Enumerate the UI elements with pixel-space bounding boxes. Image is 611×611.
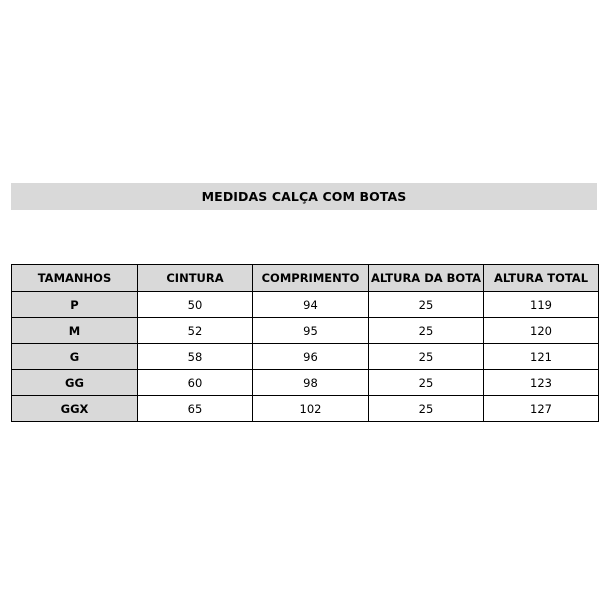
column-header-altura-da-bota: ALTURA DA BOTA	[369, 265, 484, 292]
header-row	[12, 265, 599, 292]
column-header-comprimento: COMPRIMENTO	[253, 265, 369, 292]
cintura-cell: 65	[138, 396, 253, 422]
column-header-altura-total: ALTURA TOTAL	[484, 265, 599, 292]
comprimento-cell: 95	[253, 318, 369, 344]
altura-da-bota-cell: 25	[369, 292, 484, 318]
altura-da-bota-cell: 25	[369, 396, 484, 422]
altura-total-cell: 123	[484, 370, 599, 396]
comprimento-cell: 96	[253, 344, 369, 370]
comprimento-cell: 94	[253, 292, 369, 318]
column-header-tamanhos: TAMANHOS	[12, 265, 138, 292]
table-row	[12, 292, 599, 318]
altura-total-cell: 120	[484, 318, 599, 344]
size-label: GGX	[12, 396, 138, 422]
column-header-cintura: CINTURA	[138, 265, 253, 292]
altura-total-cell: 127	[484, 396, 599, 422]
size-label: GG	[12, 370, 138, 396]
comprimento-cell: 98	[253, 370, 369, 396]
table-row	[12, 318, 599, 344]
table-row	[12, 396, 599, 422]
page-title: MEDIDAS CALÇA COM BOTAS	[11, 183, 597, 210]
size-label: G	[12, 344, 138, 370]
size-label: P	[12, 292, 138, 318]
table-row	[12, 370, 599, 396]
size-table	[11, 264, 599, 422]
altura-da-bota-cell: 25	[369, 370, 484, 396]
size-label: M	[12, 318, 138, 344]
comprimento-cell: 102	[253, 396, 369, 422]
table-row	[12, 344, 599, 370]
cintura-cell: 50	[138, 292, 253, 318]
cintura-cell: 58	[138, 344, 253, 370]
cintura-cell: 60	[138, 370, 253, 396]
altura-da-bota-cell: 25	[369, 318, 484, 344]
altura-da-bota-cell: 25	[369, 344, 484, 370]
cintura-cell: 52	[138, 318, 253, 344]
altura-total-cell: 119	[484, 292, 599, 318]
altura-total-cell: 121	[484, 344, 599, 370]
